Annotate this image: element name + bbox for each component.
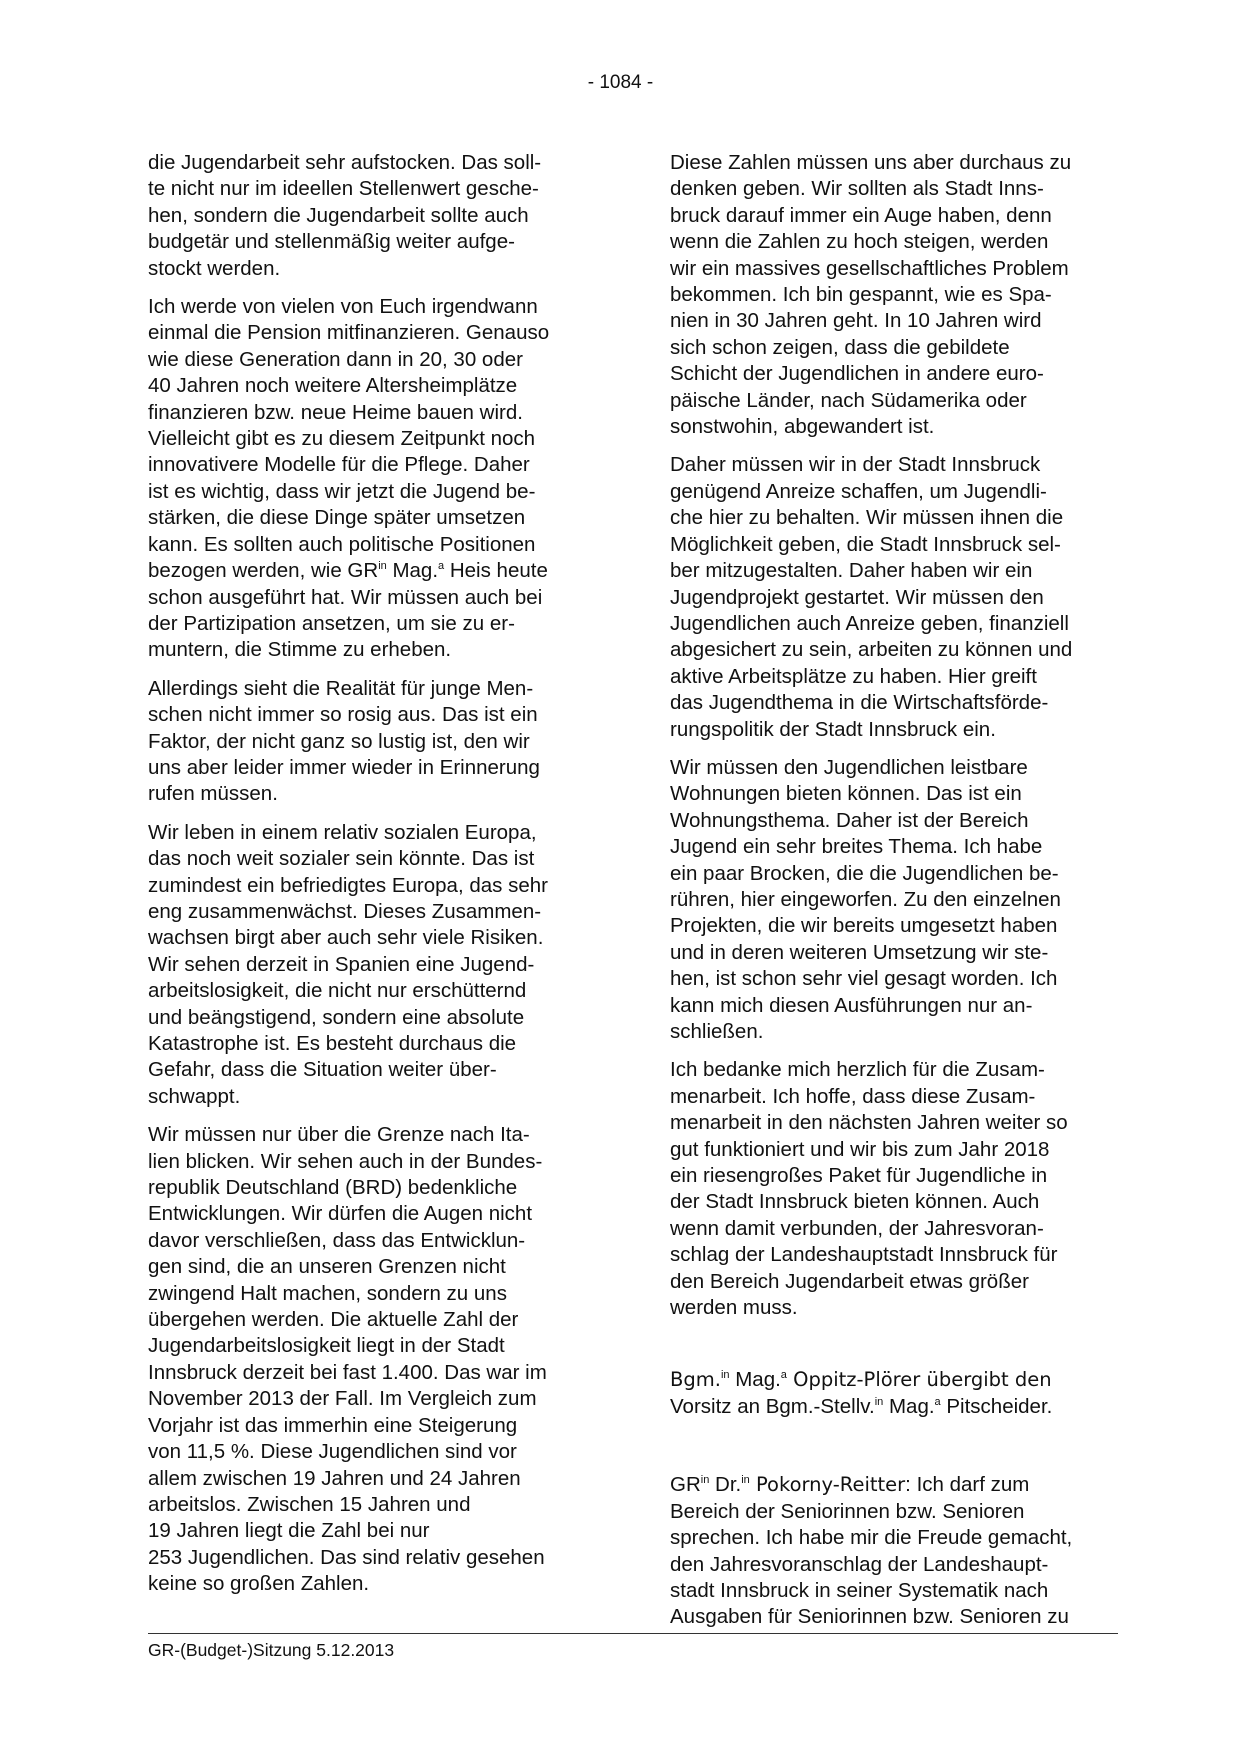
text-line: das Jugendthema in die Wirtschaftsförde- [670, 691, 1049, 715]
text-line: übergehen werden. Die aktuelle Zahl der [148, 1308, 519, 1332]
text-line: Ich bedanke mich herzlich für die Zusam- [670, 1058, 1045, 1082]
text-line: wie diese Generation dann in 20, 30 oder [148, 347, 523, 371]
text-line: Gefahr, dass die Situation weiter über- [148, 1058, 497, 1082]
text-line: arbeitslos. Zwischen 15 Jahren und [148, 1492, 471, 1516]
paragraph [670, 452, 1122, 742]
text-line: sonstwohin, abgewandert ist. [670, 415, 935, 439]
text-line: zwingend Halt machen, sondern zu uns [148, 1281, 507, 1305]
text-line: stockt werden. [148, 256, 281, 280]
text-line: te nicht nur im ideellen Stellenwert gesche- [148, 177, 539, 201]
text-line: Ausgaben für Seniorinnen bzw. Senioren zu [670, 1605, 1069, 1629]
text-line: der Partizipation ansetzen, um sie zu er- [148, 611, 515, 635]
text-line: Diese Zahlen müssen uns aber durchaus zu [670, 151, 1072, 174]
text-line: bezogen werden, wie $GR^{in}$ Mag.$^a$ Heis heute [148, 559, 548, 583]
text-line: gut funktioniert und wir bis zum Jahr 2018 [670, 1137, 1050, 1161]
text-line: hen, sondern die Jugendarbeit sollte auch [148, 203, 529, 227]
text-line: stärken, die diese Dinge später umsetzen [148, 506, 526, 530]
text-line: ber mitzugestalten. Daher haben wir ein [670, 559, 1033, 583]
footer-session-label: GR-(Budget-)Sitzung 5.12.2013 [148, 1640, 395, 1660]
paragraph [148, 820, 600, 1110]
text-line: ist es wichtig, dass wir jetzt die Jugend be- [148, 479, 536, 503]
text-line: den Jahresvoranschlag der Landeshaupt- [670, 1552, 1049, 1576]
text-line: Faktor, der nicht ganz so lustig ist, den wir [148, 729, 530, 753]
text-line: nien in 30 Jahren geht. In 10 Jahren wird [670, 309, 1042, 333]
text-line: Schicht der Jugendlichen in andere euro- [670, 362, 1044, 386]
text-line: 253 Jugendlichen. Das sind relativ gesehen [148, 1545, 545, 1569]
text-line: lien blicken. Wir sehen auch in der Bundes- [148, 1149, 543, 1173]
text-line: die Jugendarbeit sehr aufstocken. Das soll- [148, 151, 542, 174]
text-line: bekommen. Ich bin gespannt, wie es Spa- [670, 283, 1052, 307]
paragraph [148, 150, 600, 282]
text-line: menarbeit. Ich hoffe, dass diese Zusam- [670, 1084, 1036, 1108]
text-line: arbeitslosigkeit, die nicht nur erschütternd [148, 979, 527, 1003]
text-line: Wir sehen derzeit in Spanien eine Jugend- [148, 952, 535, 976]
paragraph [148, 676, 600, 808]
text-line: einmal die Pension mitfinanzieren. Genauso [148, 321, 550, 345]
text-line: ein riesengroßes Paket für Jugendliche in [670, 1164, 1048, 1188]
text-line: schlag der Landeshauptstadt Innsbruck für [670, 1243, 1058, 1267]
text-line: denken geben. Wir sollten als Stadt Inns- [670, 177, 1044, 201]
left-column [148, 150, 600, 1610]
text-line: wir ein massives gesellschaftliches Problem [670, 256, 1069, 280]
text-line: uns aber leider immer wieder in Erinnerung [148, 755, 540, 779]
text-line: ein paar Brocken, die die Jugendlichen be- [670, 861, 1059, 885]
footer-divider [148, 1633, 1118, 1634]
text-line: Daher müssen wir in der Stadt Innsbruck [670, 453, 1041, 477]
text-line: allem zwischen 19 Jahren und 24 Jahren [148, 1466, 521, 1490]
text-line: November 2013 der Fall. Im Vergleich zum [148, 1387, 537, 1411]
text-line: bruck darauf immer ein Auge haben, denn [670, 203, 1052, 227]
text-line: republik Deutschland (BRD) bedenkliche [148, 1176, 518, 1200]
text-line: Jugendarbeitslosigkeit liegt in der Stadt [148, 1334, 505, 1358]
text-line: sprechen. Ich habe mir die Freude gemacht, [670, 1526, 1073, 1550]
paragraph [670, 1057, 1122, 1321]
text-line: kann mich diesen Ausführungen nur an- [670, 993, 1033, 1017]
text-line: von 11,5 %. Diese Jugendlichen sind vor [148, 1440, 517, 1464]
text-line: finanzieren bzw. neue Heime bauen wird. [148, 400, 523, 424]
text-line: Vielleicht gibt es zu diesem Zeitpunkt noch [148, 427, 536, 451]
text-line: eng zusammenwächst. Dieses Zusammen- [148, 899, 542, 923]
page-number: - 1084 - [587, 72, 654, 93]
text-line: rufen müssen. [148, 782, 278, 806]
text-line: menarbeit in den nächsten Jahren weiter so [670, 1111, 1068, 1135]
text-line: schon ausgeführt hat. Wir müssen auch bei [148, 585, 543, 609]
text-line: das noch weit sozialer sein könnte. Das ist [148, 847, 535, 871]
text-line: zumindest ein befriedigtes Europa, das sehr [148, 873, 548, 897]
text-line: Katastrophe ist. Es besteht durchaus die [148, 1032, 517, 1055]
text-line: Projekten, die wir bereits umgesetzt haben [670, 914, 1058, 938]
text-line: Wir müssen den Jugendlichen leistbare [670, 755, 1028, 779]
text-line: Wir müssen nur über die Grenze nach Ita- [148, 1123, 530, 1147]
text-line: rungspolitik der Stadt Innsbruck ein. [670, 717, 996, 741]
text-line: Möglichkeit geben, die Stadt Innsbruck sel- [670, 532, 1061, 556]
text-line: Entwicklungen. Wir dürfen die Augen nicht [148, 1202, 533, 1226]
text-line: Bgm.$^{in}$ Mag.$^a$ Oppitz-Plörer übergibt den [670, 1368, 1052, 1392]
text-line: 19 Jahren liegt die Zahl bei nur [148, 1519, 430, 1543]
text-line: den Bereich Jugendarbeit etwas größer [670, 1269, 1029, 1293]
paragraph [148, 294, 600, 664]
text-line: der Stadt Innsbruck bieten können. Auch [670, 1190, 1040, 1214]
text-line: und beängstigend, sondern eine absolute [148, 1005, 525, 1029]
text-line: Allerdings sieht die Realität für junge Men- [148, 676, 534, 700]
text-line: keine so großen Zahlen. [148, 1572, 370, 1596]
text-line: Jugendprojekt gestartet. Wir müssen den [670, 585, 1044, 609]
paragraph [670, 755, 1122, 1045]
text-line: innovativere Modelle für die Pflege. Daher [148, 453, 530, 477]
text-line: hen, ist schon sehr viel gesagt worden. Ich [670, 967, 1058, 991]
paragraph [148, 1122, 600, 1597]
right-column [670, 150, 1122, 1643]
text-line: Vorsitz an Bgm.-Stellv.$^{in}$ Mag.$^a$ Pitscheider. [670, 1394, 1053, 1418]
text-line: wenn damit verbunden, der Jahresvoran- [670, 1216, 1044, 1240]
text-line: Wohnungsthema. Daher ist der Bereich [670, 808, 1029, 832]
text-line: Ich werde von vielen von Euch irgendwann [148, 295, 538, 319]
text-line: und in deren weiteren Umsetzung wir ste- [670, 940, 1049, 964]
text-line: $GR^{in}$ Dr.$^{in}$ Pokorny-Reitter: Ich darf zum [670, 1473, 1030, 1497]
text-line: wenn die Zahlen zu hoch steigen, werden [670, 230, 1049, 254]
text-line: Jugendlichen auch Anreize geben, finanziell [670, 611, 1069, 635]
text-line: genügend Anreize schaffen, um Jugendli- [670, 479, 1047, 503]
text-line: stadt Innsbruck in seiner Systematik nach [670, 1578, 1049, 1602]
text-line: werden muss. [670, 1296, 798, 1320]
text-line: aktive Arbeitsplätze zu haben. Hier greift [670, 664, 1037, 688]
chair-handover-note [670, 1367, 1122, 1420]
text-line: kann. Es sollten auch politische Positionen [148, 532, 536, 556]
text-line: sich schon zeigen, dass die gebildete [670, 335, 1010, 359]
paragraph [670, 150, 1122, 440]
text-line: Vorjahr ist das immerhin eine Steigerung [148, 1413, 518, 1437]
speaker-paragraph [670, 1472, 1122, 1630]
speaker-name: Pokorny-Reitter [749, 1473, 906, 1497]
text-line: gen sind, die an unseren Grenzen nicht [148, 1255, 506, 1279]
text-line: schließen. [670, 1020, 764, 1043]
text-line: che hier zu behalten. Wir müssen ihnen die [670, 506, 1064, 530]
text-line: budgetär und stellenmäßig weiter aufge- [148, 230, 515, 254]
text-line: Wohnungen bieten können. Das ist ein [670, 782, 1022, 806]
text-line: Jugend ein sehr breites Thema. Ich habe [670, 835, 1043, 859]
text-line: rühren, hier eingeworfen. Zu den einzelnen [670, 887, 1061, 911]
text-line: 40 Jahren noch weitere Altersheimplätze [148, 374, 518, 398]
text-line: davor verschließen, dass das Entwicklun- [148, 1228, 526, 1252]
text-line: muntern, die Stimme zu erheben. [148, 638, 452, 662]
text-line: Bereich der Seniorinnen bzw. Senioren [670, 1499, 1025, 1523]
text-line: Innsbruck derzeit bei fast 1.400. Das war im [148, 1360, 547, 1384]
text-line: Wir leben in einem relativ sozialen Europa, [148, 820, 537, 844]
text-line: abgesichert zu sein, arbeiten zu können und [670, 638, 1073, 662]
text-line: wachsen birgt aber auch sehr viele Risiken. [148, 926, 544, 950]
text-line: päische Länder, nach Südamerika oder [670, 388, 1027, 412]
text-line: schen nicht immer so rosig aus. Das ist ein [148, 703, 538, 727]
text-line: schwappt. [148, 1084, 241, 1108]
